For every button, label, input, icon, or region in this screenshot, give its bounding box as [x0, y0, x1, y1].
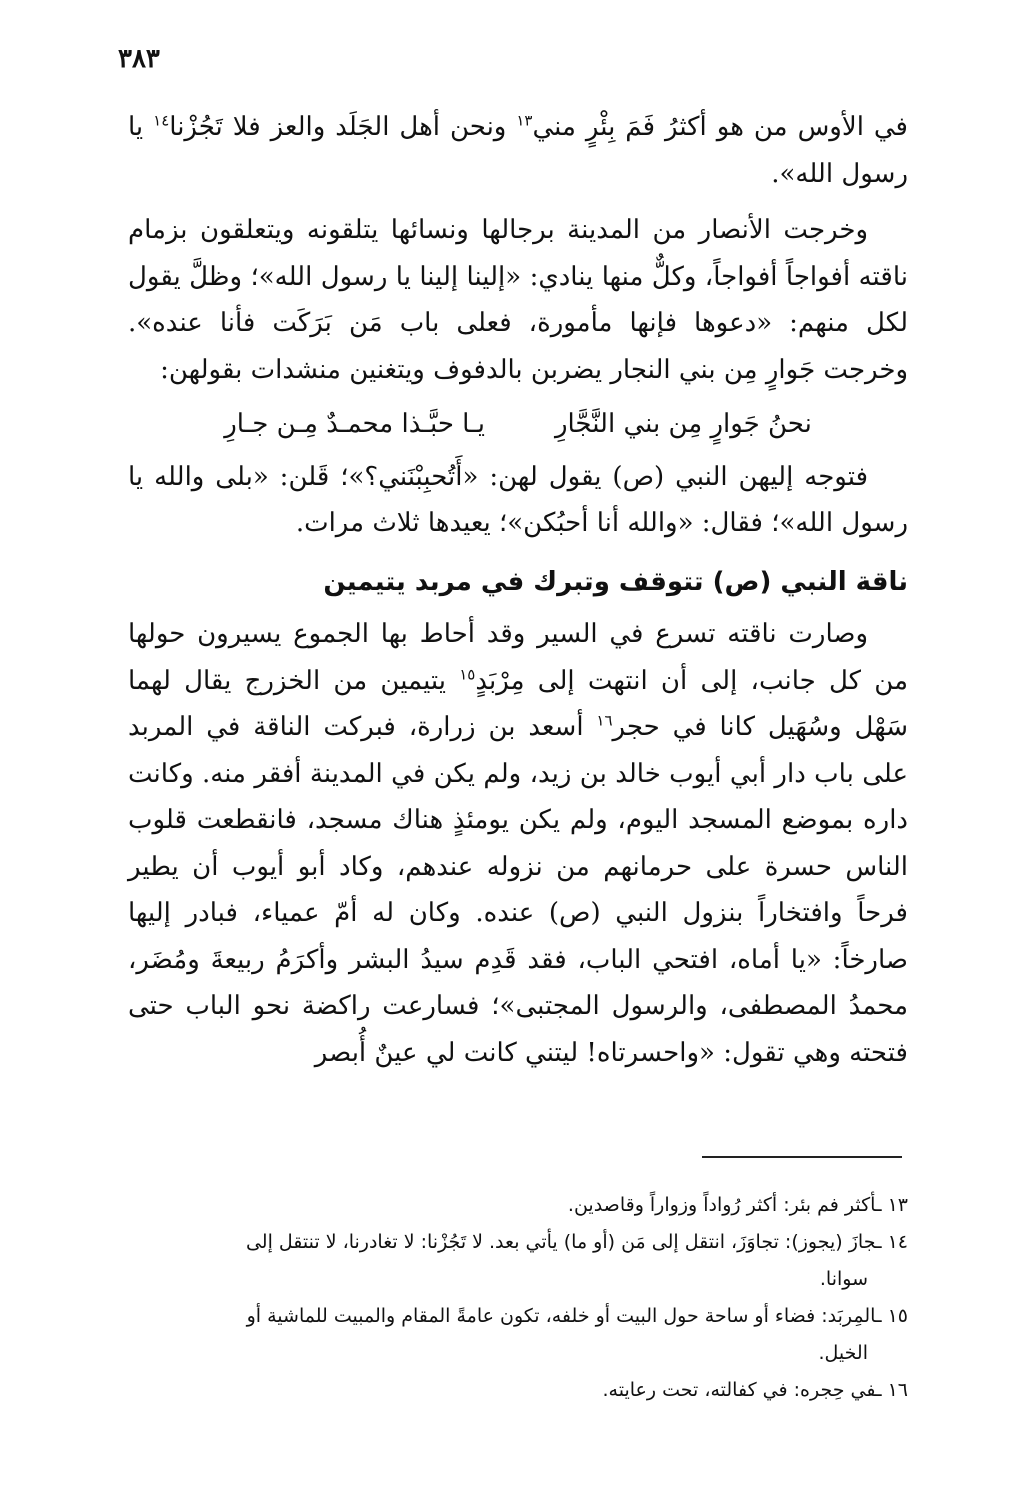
paragraph-1-part-a: في الأوس من هو أكثرُ فَمَ بِئْرٍ مني	[532, 112, 908, 142]
footnote-text: جازَ (يجوز): تجاوَزَ، انتقل إلى مَن (أو ما) يأتي بعد. لا تَجُزْنا: لا تغادرنا، لا تنتقل إلى	[245, 1231, 876, 1253]
paragraph-1-part-c: يا رسول الله».	[128, 112, 908, 189]
paragraph-1-part-b: ونحن أهل الجَلَد والعز فلا تَجُزْنا	[169, 112, 517, 142]
paragraph-4	[128, 611, 908, 1076]
paragraph-4-part-b: يتيمين من الخزرج يقال لهما سَهْل وسُهَيل كانا في حجر	[128, 665, 908, 742]
footnote-number: ١٣ ـ	[875, 1194, 908, 1216]
footnote-text: في حِجره: في كفالته، تحت رعايته.	[602, 1379, 876, 1401]
footnote-13	[128, 1187, 908, 1224]
body-text	[128, 104, 908, 1076]
footnote-ref-13[interactable]: ١٣	[516, 111, 533, 130]
paragraph-4-part-a: وصارت ناقته تسرع في السير وقد أحاط بها الجموع يسيرون حولها من كل جانب، إلى أن انتهت إلى مِرْبَدٍ	[128, 619, 909, 696]
footnotes	[128, 1187, 908, 1409]
poem-verse	[128, 401, 908, 448]
footnote-14	[128, 1224, 908, 1298]
footnote-ref-16[interactable]: ١٦	[596, 711, 613, 730]
footnote-text: أكثر فم بئر: أكثر رُواداً وزواراً وقاصدين.	[567, 1194, 876, 1216]
poem-hemistich-left: يـا حبَّـذا محمـدٌ مِـن جـارِ	[224, 409, 485, 439]
footnote-continuation: سوانا.	[819, 1268, 868, 1290]
footnote-15	[128, 1298, 908, 1372]
footnote-number: ١٥ ـ	[875, 1305, 908, 1327]
poem-hemistich-right: نحنُ جَوارٍ مِن بني النَّجَّارِ	[554, 409, 812, 439]
page-number: ٣٨٣	[118, 44, 160, 74]
paragraph-1	[128, 104, 908, 197]
footnote-number: ١٤ ـ	[875, 1231, 908, 1253]
section-heading: ناقة النبي (ص) تتوقف وتبرك في مربد يتيمين	[323, 566, 908, 597]
footnote-ref-14[interactable]: ١٤	[153, 111, 170, 130]
footnote-text: المِربَد: فضاء أو ساحة حول البيت أو خلفه، تكون عامةً المقام والمبيت للماشية أو	[246, 1305, 876, 1327]
footnote-number: ١٦ ـ	[875, 1379, 908, 1401]
paragraph-2: وخرجت الأنصار من المدينة برجالها ونسائها يتلقونه ويتعلقون بزمام ناقته أفواجاً أفواجاً، وكلٌّ منها ينادي: «إلينا إلينا يا رسول الله»؛ وظلَّ يقول لكل منهم: «دعوها فإنها مأمورة، فعلى باب مَن بَرَكَت فأنا عنده». وخرجت جَوارٍ مِن بني النجار يضربن بالدفوف ويتغنين منشدات بقولهن:	[128, 215, 908, 385]
footnote-divider	[702, 1156, 902, 1158]
footnote-continuation: الخيل.	[818, 1342, 868, 1364]
paragraph-3: فتوجه إليهن النبي (ص) يقول لهن: «أَتُحبِبْنَني؟»؛ قَلن: «بلى والله يا رسول الله»؛ فقال: «والله أنا أحبُكن»؛ يعيدها ثلاث مرات.	[128, 461, 908, 538]
footnote-ref-15[interactable]: ١٥	[459, 664, 476, 683]
paragraph-4-part-c: أسعد بن زرارة، فبركت الناقة في المربد على باب دار أبي أيوب خالد بن زيد، ولم يكن في المدينة أفقر منه. وكانت داره بموضع المسجد اليوم، ولم يكن يومئذٍ هناك مسجد، فانقطعت قلوب الناس حسرة على حرمانهم من نزوله عندهم، وكاد أبو أيوب أن يطير فرحاً وافتخاراً بنزول النبي (ص) عنده. وكان له أمّ عمياء، فبادر إليها صارخاً: «يا أماه، افتحي الباب، فقد قَدِم سيدُ البشر وأكرَمُ ربيعةَ ومُضَر، محمدُ المصطفى، والرسول المجتبى»؛ فسارعت راكضة نحو الباب حتى فتحته وهي تقول: «واحسرتاه! ليتني كانت لي عينٌ أُبصر	[128, 712, 908, 1068]
footnote-16	[128, 1372, 908, 1409]
